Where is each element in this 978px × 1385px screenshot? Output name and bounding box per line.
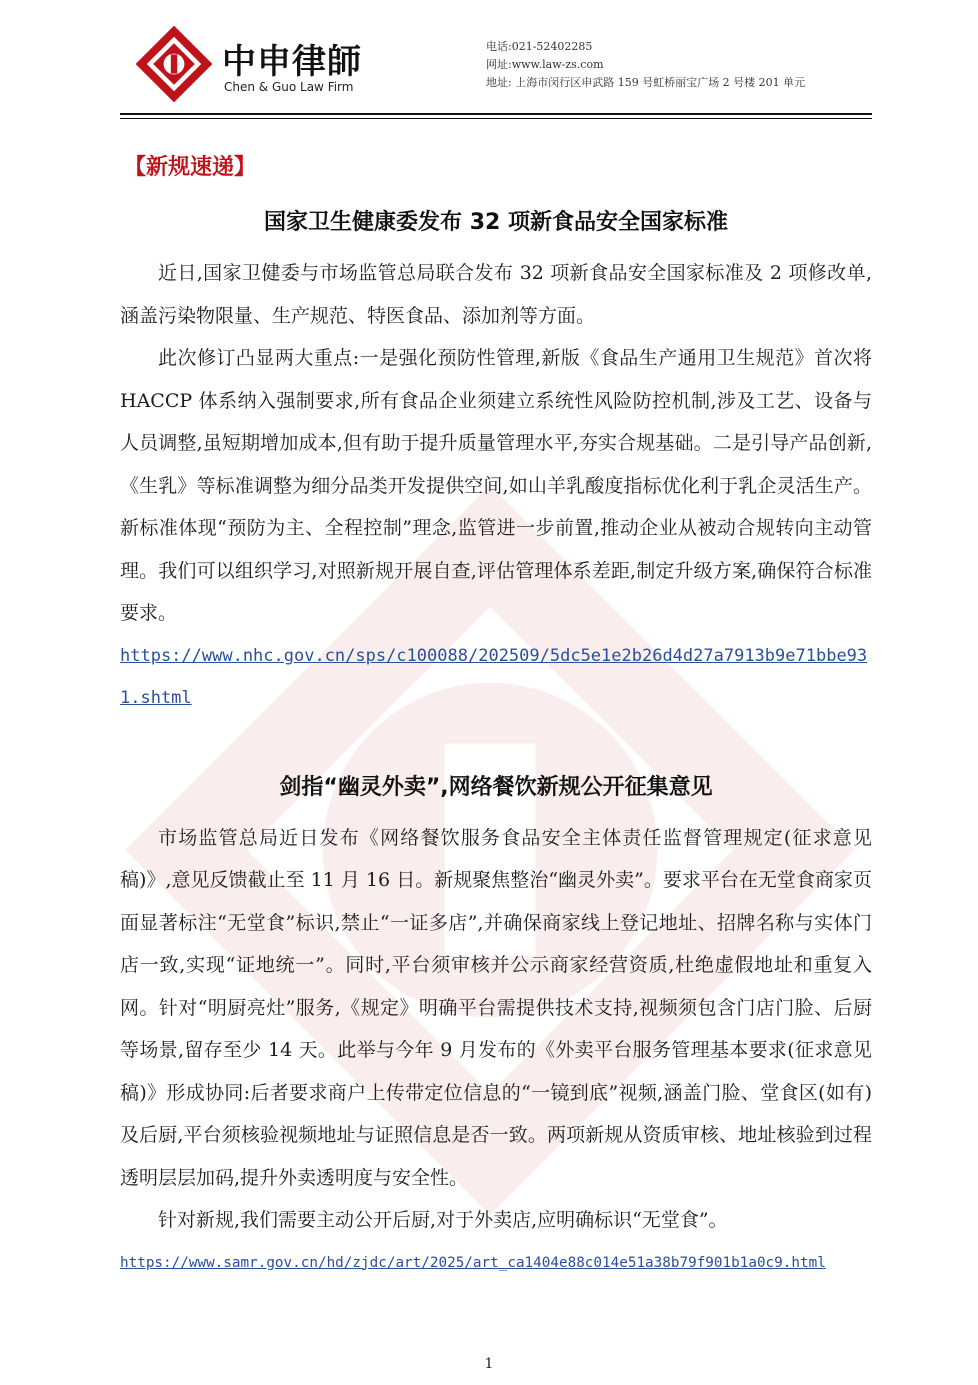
- phone-text: 电话:021-52402285: [486, 40, 593, 53]
- article-paragraph: 针对新规,我们需要主动公开后厨,对于外卖店,应明确标识“无堂食”。: [158, 1209, 728, 1231]
- firm-name-english: Chen & Guo Law Firm: [224, 80, 354, 94]
- letterhead: [120, 18, 872, 114]
- document-body: [120, 150, 872, 1284]
- header-divider: [120, 113, 872, 115]
- article-spacer: [120, 720, 872, 770]
- header-divider-thin: [120, 118, 872, 119]
- address-text: 地址: 上海市闵行区申武路 159 号虹桥丽宝广场 2 号楼 201 单元: [486, 76, 806, 89]
- website-text: 网址:www.law-zs.com: [486, 58, 604, 71]
- section-tag: 【新规速递】: [124, 155, 257, 180]
- article-title: 剑指“幽灵外卖”,网络餐饮新规公开征集意见: [279, 774, 713, 800]
- article-paragraph: 此次修订凸显两大重点:一是强化预防性管理,新版《食品生产通用卫生规范》首次将 HACCP 体系纳入强制要求,所有食品企业须建立系统性风险防控机制,涉及工艺、设备与人员调整,虽短期增加成本,但有助于提升质量管理水平,夯实合规基础。二是引导产品创新,《生乳》等标准调整为细分品类开发提供空间,如山羊乳酸度指标优化利于乳企灵活生产。新标准体现“预防为主、全程控制”理念,监管进一步前置,推动企业从被动合规转向主动管理。我们可以组织学习,对照新规开展自查,评估管理体系差距,制定升级方案,确保符合标准要求。: [120, 347, 872, 624]
- article-1: [120, 205, 872, 720]
- contact-info: [486, 38, 805, 92]
- page-number: 1: [484, 1356, 494, 1372]
- article-paragraph: 近日,国家卫健委与市场监管总局联合发布 32 项新食品安全国家标准及 2 项修改单,涵盖污染物限量、生产规范、特医食品、添加剂等方面。: [120, 262, 872, 327]
- law-firm-logo-icon: [134, 24, 214, 104]
- article-title: 国家卫生健康委发布 32 项新食品安全国家标准: [264, 210, 728, 235]
- article-paragraph: 市场监管总局近日发布《网络餐饮服务食品安全主体责任监督管理规定(征求意见稿)》,意见反馈截止至 11 月 16 日。新规聚焦整治“幽灵外卖”。要求平台在无堂食商家页面显著标注“无堂食”标识,禁止“一证多店”,并确保商家线上登记地址、招牌名称与实体门店一致,实现“证地统一”。同时,平台须审核并公示商家经营资质,杜绝虚假地址和重复入网。针对“明厨亮灶”服务,《规定》明确平台需提供技术支持,视频须包含门店门脸、后厨等场景,留存至少 14 天。此举与今年 9 月发布的《外卖平台服务管理基本要求(征求意见稿)》形成协同:后者要求商户上传带定位信息的“一镜到底”视频,涵盖门脸、堂食区(如有)及后厨,平台须核验视频地址与证照信息是否一致。两项新规从资质审核、地址核验到过程透明层层加码,提升外卖透明度与安全性。: [120, 826, 872, 1189]
- source-link[interactable]: https://www.samr.gov.cn/hd/zjdc/art/2025/art_ca1404e88c014e51a38b79f901b1a0c9.html: [120, 1254, 826, 1271]
- source-link[interactable]: https://www.nhc.gov.cn/sps/c100088/202509/5dc5e1e2b26d4d27a7913b9e71bbe931.shtml: [120, 645, 868, 708]
- article-2: [120, 770, 872, 1284]
- firm-name-chinese: 中申律師: [222, 42, 362, 82]
